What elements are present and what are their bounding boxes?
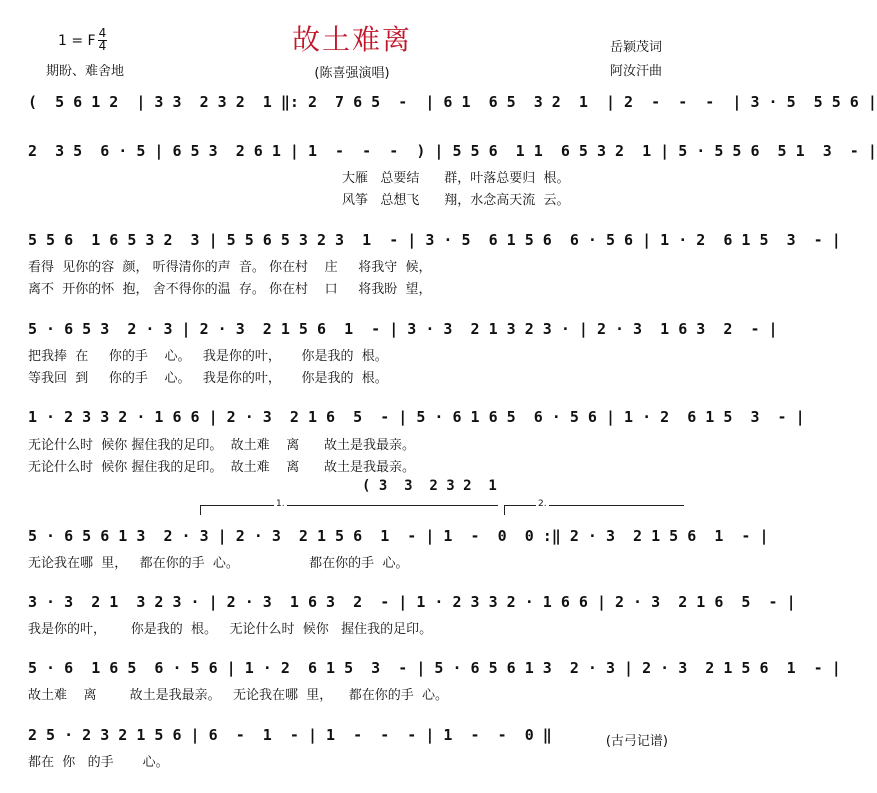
lyrics-line-3a: 看得 见你的容 颜， 听得清你的声 音。 你在村 庄 将我守 候， <box>28 260 432 275</box>
notation-line-6: 5 · 6 5 6 1 3 2 · 3 | 2 · 3 2 1 5 6 1 - | 1 - 0 0 :‖ 2 · 3 2 1 5 6 1 - | <box>28 527 769 545</box>
lyrics-line-5a: 无论什么时 候你 握住我的足印。 故土难 离 故土是我最亲。 <box>28 438 415 453</box>
lyrics-line-7a: 我是你的叶， 你是我的 根。 无论什么时 候你 握住我的足印。 <box>28 622 433 637</box>
lyricist: 岳颖茂词 <box>609 40 662 55</box>
lyrics-line-6a: 无论我在哪 里， 都在你的手 心。 都在你的手 心。 <box>28 556 409 571</box>
volta-bracket-1-start <box>200 505 201 515</box>
volta-bracket-2 <box>504 505 684 506</box>
lyrics-line-4b: 等我回 到 你的手 心。 我是你的叶， 你是我的 根。 <box>28 371 388 386</box>
composer: 阿汝汗曲 <box>609 64 662 79</box>
lyrics-line-2b: 风筝 总想飞 翔，水念高天流 云。 <box>342 193 570 208</box>
time-sig-top: 4 <box>98 26 107 40</box>
time-sig-bottom: 4 <box>98 39 107 53</box>
lyrics-line-9a: 都在 你 的手 心。 <box>28 755 169 770</box>
volta-label-1: 1. <box>276 499 285 509</box>
lyrics-line-4a: 把我捧 在 你的手 心。 我是你的叶， 你是我的 根。 <box>28 349 388 364</box>
lyrics-line-3b: 离不 开你的怀 抱， 舍不得你的温 存。 你在村 口 将我盼 望， <box>28 282 432 297</box>
tempo-mood: 期盼、难舍地 <box>46 64 125 79</box>
notation-line-1: ( 5 6 1 2 | 3 3 2 3 2 1 ‖: 2 7 6 5 - | 6 1 6 5 3 2 1 | 2 - - - | 3 · 5 5 5 6 | <box>28 93 877 111</box>
lyrics-line-2a: 大雁 总要结 群，叶落总要归 根。 <box>342 171 570 186</box>
volta-label-2: 2. <box>538 499 547 509</box>
lyrics-line-8a: 故土难 离 故土是我最亲。 无论我在哪 里， 都在你的手 心。 <box>28 688 449 703</box>
time-signature <box>98 28 107 52</box>
notation-line-3: 5 5 6 1 6 5 3 2 3 | 5 5 6 5 3 2 3 1 - | 3 · 5 6 1 5 6 6 · 5 6 | 1 · 2 6 1 5 3 - | <box>28 231 841 249</box>
notation-line-5: 1 · 2 3 3 2 · 1 6 6 | 2 · 3 2 1 6 5 - | 5 · 6 1 6 5 6 · 5 6 | 1 · 2 6 1 5 3 - | <box>28 408 805 426</box>
transcriber-credit: (古弓记谱) <box>605 734 668 749</box>
volta-bracket-1 <box>200 505 498 506</box>
key-signature: 1 = F <box>58 33 96 49</box>
lyrics-line-5b: 无论什么时 候你 握住我的足印。 故土难 离 故土是我最亲。 <box>28 460 415 475</box>
notation-line-7: 3 · 3 2 1 3 2 3 · | 2 · 3 1 6 3 2 - | 1 · 2 3 3 2 · 1 6 6 | 2 · 3 2 1 6 5 - | <box>28 593 796 611</box>
volta-bracket-2-start <box>504 505 505 515</box>
song-title: 故土难离 <box>291 23 412 56</box>
notation-line-9: 2 5 · 2 3 2 1 5 6 | 6 - 1 - | 1 - - - | 1 - - 0 ‖ <box>28 726 552 744</box>
performer: (陈喜强演唱) <box>314 66 390 81</box>
notation-line-8: 5 · 6 1 6 5 6 · 5 6 | 1 · 2 6 1 5 3 - | 5 · 6 5 6 1 3 2 · 3 | 2 · 3 2 1 5 6 1 - | <box>28 659 841 677</box>
notation-line-2: 2 3 5 6 · 5 | 6 5 3 2 6 1 | 1 - - - ) | 5 5 6 1 1 6 5 3 2 1 | 5 · 5 5 6 5 1 3 - | <box>28 142 877 160</box>
ossia-line: ( 3 3 2 3 2 1 <box>362 478 497 494</box>
notation-line-4: 5 · 6 5 3 2 · 3 | 2 · 3 2 1 5 6 1 - | 3 · 3 2 1 3 2 3 · | 2 · 3 1 6 3 2 - | <box>28 320 778 338</box>
